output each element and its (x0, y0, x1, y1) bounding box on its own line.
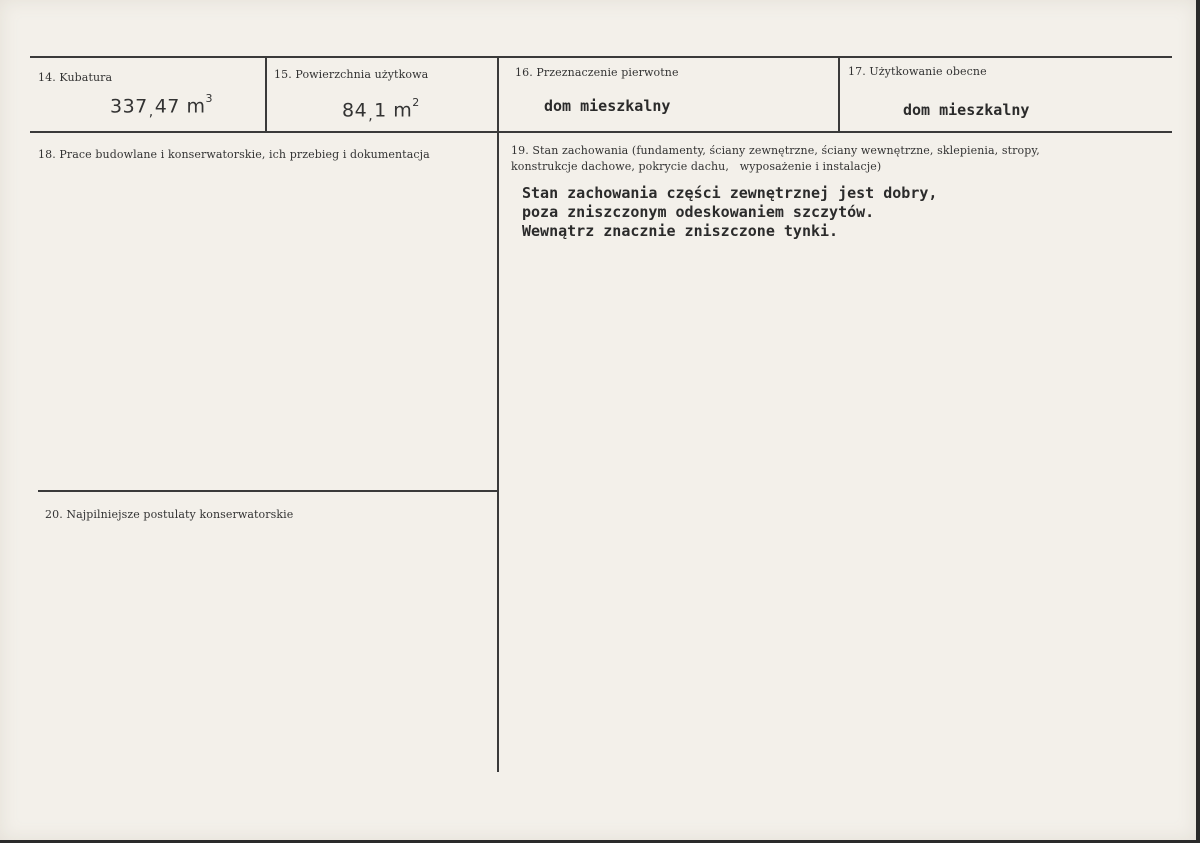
stan-zachowania-line: poza zniszczonym odeskowaniem szczytów. (522, 203, 875, 221)
kubatura-value (110, 92, 213, 121)
powierzchnia-unit: m (393, 99, 413, 122)
uzytkowanie-label: 17. Użytkowanie obecne (848, 65, 987, 78)
col-divider-1 (265, 57, 267, 133)
decimal-comma: , (368, 108, 374, 125)
col-divider-3 (838, 57, 840, 133)
powierzchnia-value (342, 96, 420, 125)
powierzchnia-int: 84 (342, 99, 368, 122)
przeznaczenie-label: 16. Przeznaczenie pierwotne (515, 66, 679, 79)
kubatura-label: 14. Kubatura (38, 71, 113, 84)
uzytkowanie-value: dom mieszkalny (903, 101, 1030, 119)
kubatura-unit: m (186, 95, 206, 118)
stan-zachowania-text (522, 184, 937, 241)
powierzchnia-dec: 1 (374, 99, 387, 122)
przeznaczenie-value: dom mieszkalny (544, 97, 671, 115)
powierzchnia-unit-exp: 2 (412, 96, 420, 109)
kubatura-dec: 47 (154, 95, 180, 118)
stan-zachowania-label-line2: konstrukcje dachowe, pokrycie dachu, wyposażenie i instalacje) (511, 160, 882, 173)
decimal-comma: , (148, 104, 154, 121)
stan-zachowania-line: Stan zachowania części zewnętrznej jest dobry, (522, 184, 938, 202)
stan-zachowania-label (511, 143, 1071, 175)
row-divider (30, 131, 1172, 133)
section-divider (38, 490, 499, 492)
top-rule (30, 56, 1172, 58)
scan-edge-right (1196, 0, 1200, 843)
kubatura-int: 337 (110, 95, 148, 118)
prace-budowlane-label: 18. Prace budowlane i konserwatorskie, ich przebieg i dokumentacja (38, 148, 430, 161)
kubatura-unit-exp: 3 (205, 92, 213, 105)
powierzchnia-label: 15. Powierzchnia użytkowa (274, 68, 429, 81)
col-divider-2 (497, 57, 499, 772)
stan-zachowania-label-line1: 19. Stan zachowania (fundamenty, ściany zewnętrzne, ściany wewnętrzne, sklepienia, stropy, (511, 144, 1040, 157)
postulaty-label: 20. Najpilniejsze postulaty konserwatorskie (45, 508, 294, 521)
stan-zachowania-line: Wewnątrz znacznie zniszczone tynki. (522, 222, 839, 240)
